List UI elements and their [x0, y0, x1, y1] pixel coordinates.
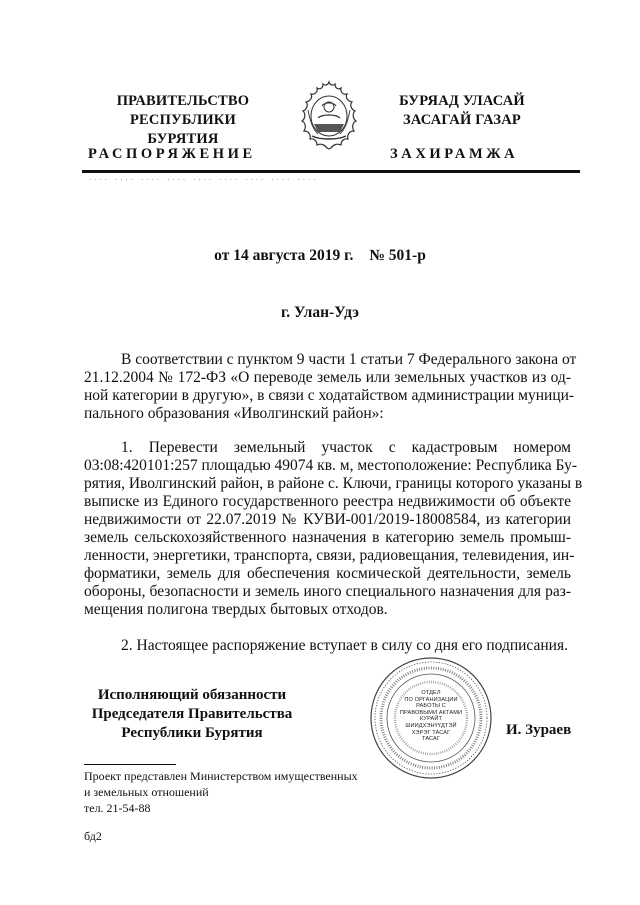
signatory-title-line1: Исполняющий обязанности: [97, 687, 287, 703]
signatory-title: [90, 686, 294, 743]
footer-divider: [84, 764, 176, 765]
signatory-title-line2: Председателя Правительства: [91, 706, 293, 722]
paragraph-line: ленности, энергетики, транспорта, связи, радиовещания, телевидения, ин-: [84, 547, 575, 564]
document-date: от 14 августа 2019 г.: [214, 247, 354, 264]
header-left-line2: РЕСПУБЛИКИ БУРЯТИЯ: [129, 112, 237, 147]
paragraph-line: мещения полигона твердых бытовых отходов.: [84, 601, 388, 618]
header-right-line2: ЗАСАГАЙ ГАЗАР: [403, 112, 521, 128]
paragraph-line: выписке из Единого государственного реестра недвижимости об объекте: [84, 493, 571, 510]
header-divider: [82, 170, 580, 173]
signatory-title-line3: Республики Бурятия: [121, 725, 263, 741]
header-dotted-separator: .... .... .... .... .... .... .... .... ....: [88, 174, 318, 182]
header-right-line1: БУРЯАД УЛАСАЙ: [399, 93, 525, 109]
paragraph-line: ной категории в другую», в связи с ходатайством администрации муници-: [84, 387, 575, 404]
seal-text: ОТДЕЛ ПО ОРГАНИЗАЦИИ РАБОТЫ С ПРАВОВЫМИ АКТАМИ КУРАЙТ ШИИДХЭНҮҮДТЭЙ ХЭРЭГ ТАСАГ ТАСАГ: [399, 690, 463, 743]
footer-code: бд2: [84, 829, 102, 843]
footer-note: [84, 768, 358, 816]
header-left: [98, 92, 268, 149]
footer-phone: тел. 21-54-88: [84, 801, 151, 815]
paragraph-preamble: [84, 351, 577, 423]
paragraph-line: форматики, земель для обеспечения космической деятельности, земель: [84, 565, 571, 582]
paragraph-line: 1. Перевести земельный участок с кадастровым номером: [121, 439, 571, 456]
document-type-bua: ЗАХИРАМЖА: [390, 146, 519, 162]
signatory-name: И. Зураев: [506, 722, 572, 738]
paragraph-item-2: [84, 637, 571, 655]
paragraph-line: 2. Настоящее распоряжение вступает в силу со дня его подписания.: [121, 637, 568, 654]
paragraph-line: земель сельскохозяйственного назначения в категорию земель промыш-: [84, 529, 571, 546]
paragraph-line: недвижимости от 22.07.2019 № КУВИ-001/2019-18008584, из категории: [84, 511, 571, 528]
paragraph-line: рятия, Иволгинский район, в районе с. Ключи, границы которого указаны в: [84, 475, 583, 492]
paragraph-line: 21.12.2004 № 172-ФЗ «О переводе земель или земельных участков из од-: [84, 369, 571, 386]
paragraph-line: В соответствии с пунктом 9 части 1 статьи 7 Федерального закона от: [121, 351, 577, 368]
paragraph-item-1: [84, 439, 583, 619]
document-type-ru: РАСПОРЯЖЕНИЕ: [88, 146, 256, 162]
document-city: г. Улан-Удэ: [280, 304, 359, 321]
document-number: № 501-р: [369, 247, 426, 264]
header-right: [382, 92, 542, 130]
paragraph-line: обороны, безопасности и земель иного специального назначения для раз-: [84, 583, 571, 600]
paragraph-line: 03:08:420101:257 площадью 49074 кв. м, местоположение: Республика Бу-: [84, 457, 577, 474]
paragraph-line: пального образования «Иволгинский район»:: [84, 405, 384, 422]
header-left-line1: ПРАВИТЕЛЬСТВО: [116, 93, 250, 109]
coat-of-arms-icon: [300, 80, 358, 150]
document-date-line: [0, 247, 640, 265]
footer-line2: и земельных отношений: [84, 785, 209, 799]
footer-line1: Проект представлен Министерством имущественных: [84, 769, 358, 783]
